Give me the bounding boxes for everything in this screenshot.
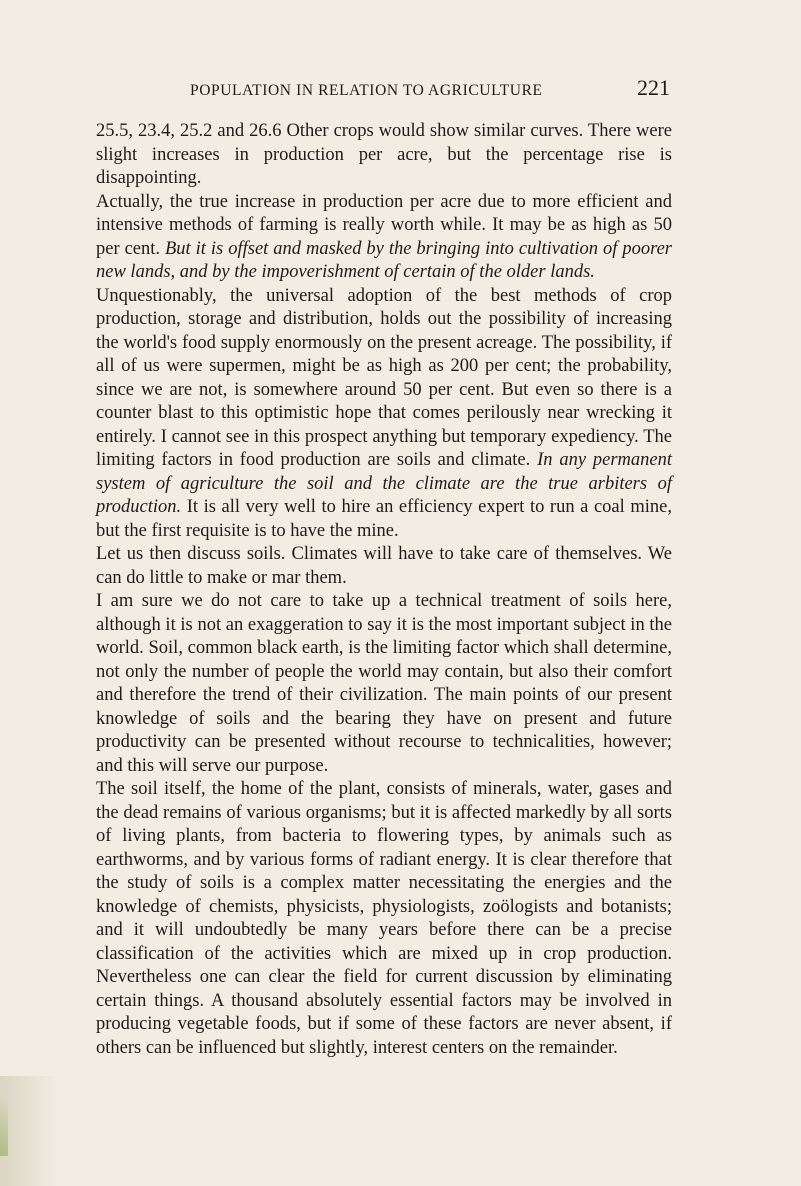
paragraph [96,120,672,191]
page-number: 221 [637,75,670,100]
page-edge-shadow [0,1076,60,1186]
italic-emphasis: But it is offset and masked by the bringing into cultivation of poorer new lands, and by the impoverishment of certain of the older lands. [96,238,672,282]
paragraph [96,543,672,590]
body-text [96,120,672,1060]
paragraph [96,590,672,778]
running-title: POPULATION IN RELATION TO AGRICULTURE [190,82,543,99]
page-edge-mark [0,1096,8,1156]
paragraph-text: I am sure we do not care to take up a technical treatment of soils here, although it is not an exaggeration to say it is the most important subject in the world. Soil, common black earth, is the limiting factor which shall determine, not only the number of people the world may contain, but also their comfort and therefore the trend of their civilization. The main points of our present knowledge of soils and the bearing they have on present and future productivity can be presented without recourse to technicalities, however; and this will serve our purpose. [96,591,672,776]
paragraph-text: Actually, the true increase in production per acre due to more efficient and intensive methods of farming is really worth while. It may be as high as 50 per cent. [96,191,672,259]
paragraph [96,778,672,1060]
italic-emphasis: In any permanent system of agriculture the soil and the climate are the true arbiters of production. [96,450,672,517]
paragraph-text: Unquestionably, the universal adoption of the best methods of crop production, storage and distribution, holds out the possibility of increasing the world's food supply enormously on the present acreage. The possibility, if all of us were supermen, might be as high as 200 per cent; the probability, since we are not, is somewhere around 50 per cent. But even so there is a counter blast to this optimistic hope that comes perilously near wrecking it entirely. I cannot see in this prospect anything but temporary expediency. The limiting factors in food production are soils and climate. [96,285,672,470]
paragraph [96,285,672,544]
paragraph [96,191,672,285]
running-head [130,75,670,105]
paragraph-text: It is all very well to hire an efficiency expert to run a coal mine, but the first requisite is to have the mine. [96,497,672,541]
paragraph-text: The soil itself, the home of the plant, consists of minerals, water, gases and the dead remains of various organisms; but it is affected markedly by all sorts of living plants, from bacteria to flowering types, by animals such as earthworms, and by various forms of radiant energy. It is clear therefore that the study of soils is a complex matter necessitating the energies and the knowledge of chemists, physicists, physiologists, zoölogists and botanists; and it will undoubtedly be many years before there can be a precise classification of the activities which are mixed up in crop production. Nevertheless one can clear the field for current discussion by eliminating certain things. A thousand absolutely essential factors may be involved in producing vegetable foods, but if some of these factors are never absent, if others can be influenced but slightly, interest centers on the remainder. [96,779,672,1058]
paragraph-text: Let us then discuss soils. Climates will have to take care of themselves. We can do little to make or mar them. [96,544,672,588]
paragraph-text: 25.5, 23.4, 25.2 and 26.6 Other crops would show similar curves. There were slight increases in production per acre, but the percentage rise is disappointing. [96,121,672,188]
